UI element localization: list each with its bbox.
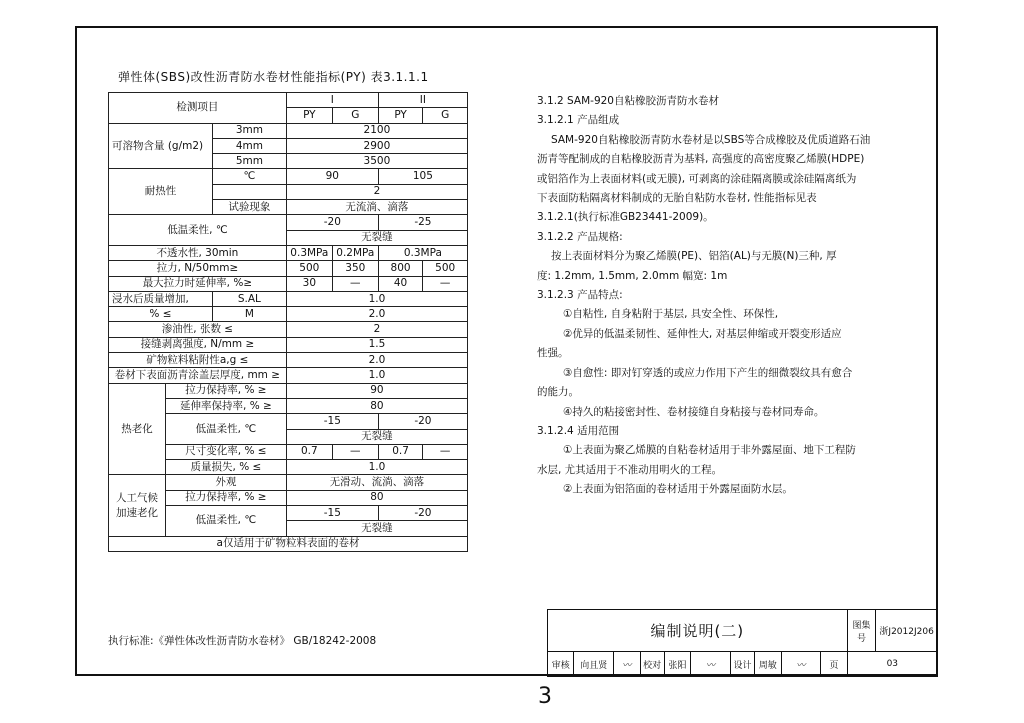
table-title: 弹性体(SBS)改性沥青防水卷材性能指标(PY) 表3.1.1.1 xyxy=(118,70,429,84)
table-row: 检测项目 I II xyxy=(109,93,468,108)
text-line: ④持久的粘接密封性、卷材接缝自身粘接与卷材同寿命。 xyxy=(563,405,825,418)
table-row: 渗油性, 张数 ≤ 2 xyxy=(109,322,468,337)
table-row: 尺寸变化率, % ≤ 0.7 — 0.7 — xyxy=(109,444,468,459)
table-row: 可溶物含量 (g/m2) 3mm 2100 xyxy=(109,123,468,138)
table-row: 不透水性, 30min 0.3MPa 0.2MPa 0.3MPa xyxy=(109,245,468,260)
text-line: 或铝箔作为上表面材料(或无膜), 可剥离的涂硅隔离膜或涂硅隔离纸为 xyxy=(537,172,857,185)
table-row: 无裂缝 xyxy=(109,521,468,536)
table-row: 低温柔性, ℃ -20 -25 xyxy=(109,215,468,230)
table-row: 无裂缝 xyxy=(109,230,468,245)
text-line: 3.1.2.1 产品组成 xyxy=(537,114,620,127)
table-row: 耐热性 ℃ 90 105 xyxy=(109,169,468,184)
sheet-title: 编制说明(二) xyxy=(548,610,848,652)
text-line: ②优异的低温柔韧性、延伸性大, 对基层伸缩或开裂变形适应 xyxy=(563,327,842,340)
text-line: 3.1.2 SAM-920自粘橡胶沥青防水卷材 xyxy=(537,95,719,107)
text-line: ①上表面为聚乙烯膜的自粘卷材适用于非外露屋面、地下工程防 xyxy=(563,444,856,457)
title-block: 编制说明(二) 图集号 浙J2012J206 审核 向且贤 〰 校对 张阳 〰 设计 周敏 〰 页 03 xyxy=(547,609,938,677)
text-line: 按上表面材料分为聚乙烯膜(PE)、铝箔(AL)与无膜(N)三种, 厚 xyxy=(551,250,837,263)
table-row: PY G PY G xyxy=(109,108,468,123)
text-line: 下表面防粘隔离材料制成的无胎自粘防水卷材, 性能指标见表 xyxy=(537,192,817,205)
text-line: ②上表面为铝箔面的卷材适用于外露屋面防水层。 xyxy=(563,483,793,496)
text-line: 的能力。 xyxy=(537,386,579,399)
table-row: 5mm 3500 xyxy=(109,154,468,169)
check-signature: 〰 xyxy=(691,652,731,677)
table-row: % ≤ M 2.0 xyxy=(109,307,468,322)
page-number: 3 xyxy=(538,684,552,709)
table-row: a仅适用于矿物粒料表面的卷材 xyxy=(109,536,468,551)
table-row: 质量损失, % ≤ 1.0 xyxy=(109,460,468,475)
spec-text xyxy=(537,92,927,500)
audit-signature: 〰 xyxy=(614,652,640,677)
table-row: 拉力, N/50mm≥ 500 350 800 500 xyxy=(109,261,468,276)
table-row: 接缝剥离强度, N/mm ≥ 1.5 xyxy=(109,337,468,352)
table-row: 热老化 拉力保持率, % ≥ 90 xyxy=(109,383,468,398)
table-row: 无裂缝 xyxy=(109,429,468,444)
table-row: 低温柔性, ℃ -15 -20 xyxy=(109,506,468,521)
table-row: 矿物粒料粘附性a,g ≤ 2.0 xyxy=(109,353,468,368)
text-line: 3.1.2.4 适用范围 xyxy=(537,424,620,437)
table-row: 浸水后质量增加, S.AL 1.0 xyxy=(109,291,468,306)
table-row: 试验现象 无流淌、滴落 xyxy=(109,200,468,215)
table-row: 最大拉力时延伸率, %≥ 30 — 40 — xyxy=(109,276,468,291)
text-line: ③自愈性: 即对钉穿透的或应力作用下产生的细微裂纹具有愈合 xyxy=(563,366,853,379)
design-signature: 〰 xyxy=(781,652,821,677)
table-row: 2 xyxy=(109,184,468,199)
text-line: 3.1.2.3 产品特点: xyxy=(537,289,623,302)
text-line: 3.1.2.2 产品规格: xyxy=(537,230,623,243)
text-line: 沥青等配制成的自粘橡胶沥青为基料, 高强度的高密度聚乙烯膜(HDPE) xyxy=(537,153,865,166)
table-row: 卷材下表面沥青涂盖层厚度, mm ≥ 1.0 xyxy=(109,368,468,383)
table-row: 4mm 2900 xyxy=(109,138,468,153)
text-line: 度: 1.2mm, 1.5mm, 2.0mm 幅宽: 1m xyxy=(537,269,728,282)
text-line: SAM-920自粘橡胶沥青防水卷材是以SBS等合成橡胶及优质道路石油 xyxy=(551,133,871,146)
standard-note: 执行标准:《弹性体改性沥青防水卷材》 GB/18242-2008 xyxy=(108,635,377,647)
text-line: 3.1.2.1(执行标准GB23441-2009)。 xyxy=(537,211,714,224)
text-line: 性强。 xyxy=(537,347,569,360)
text-line: ①自粘性, 自身粘附于基层, 具安全性、环保性, xyxy=(563,308,779,321)
spec-table xyxy=(108,92,468,552)
text-line: 水层, 尤其适用于不准动用明火的工程。 xyxy=(537,463,723,476)
table-row: 延伸率保持率, % ≥ 80 xyxy=(109,398,468,413)
table-row: 人工气候加速老化 外观 无滑动、流淌、滴落 xyxy=(109,475,468,490)
table-row: 低温柔性, ℃ -15 -20 xyxy=(109,414,468,429)
table-row: 拉力保持率, % ≥ 80 xyxy=(109,490,468,505)
